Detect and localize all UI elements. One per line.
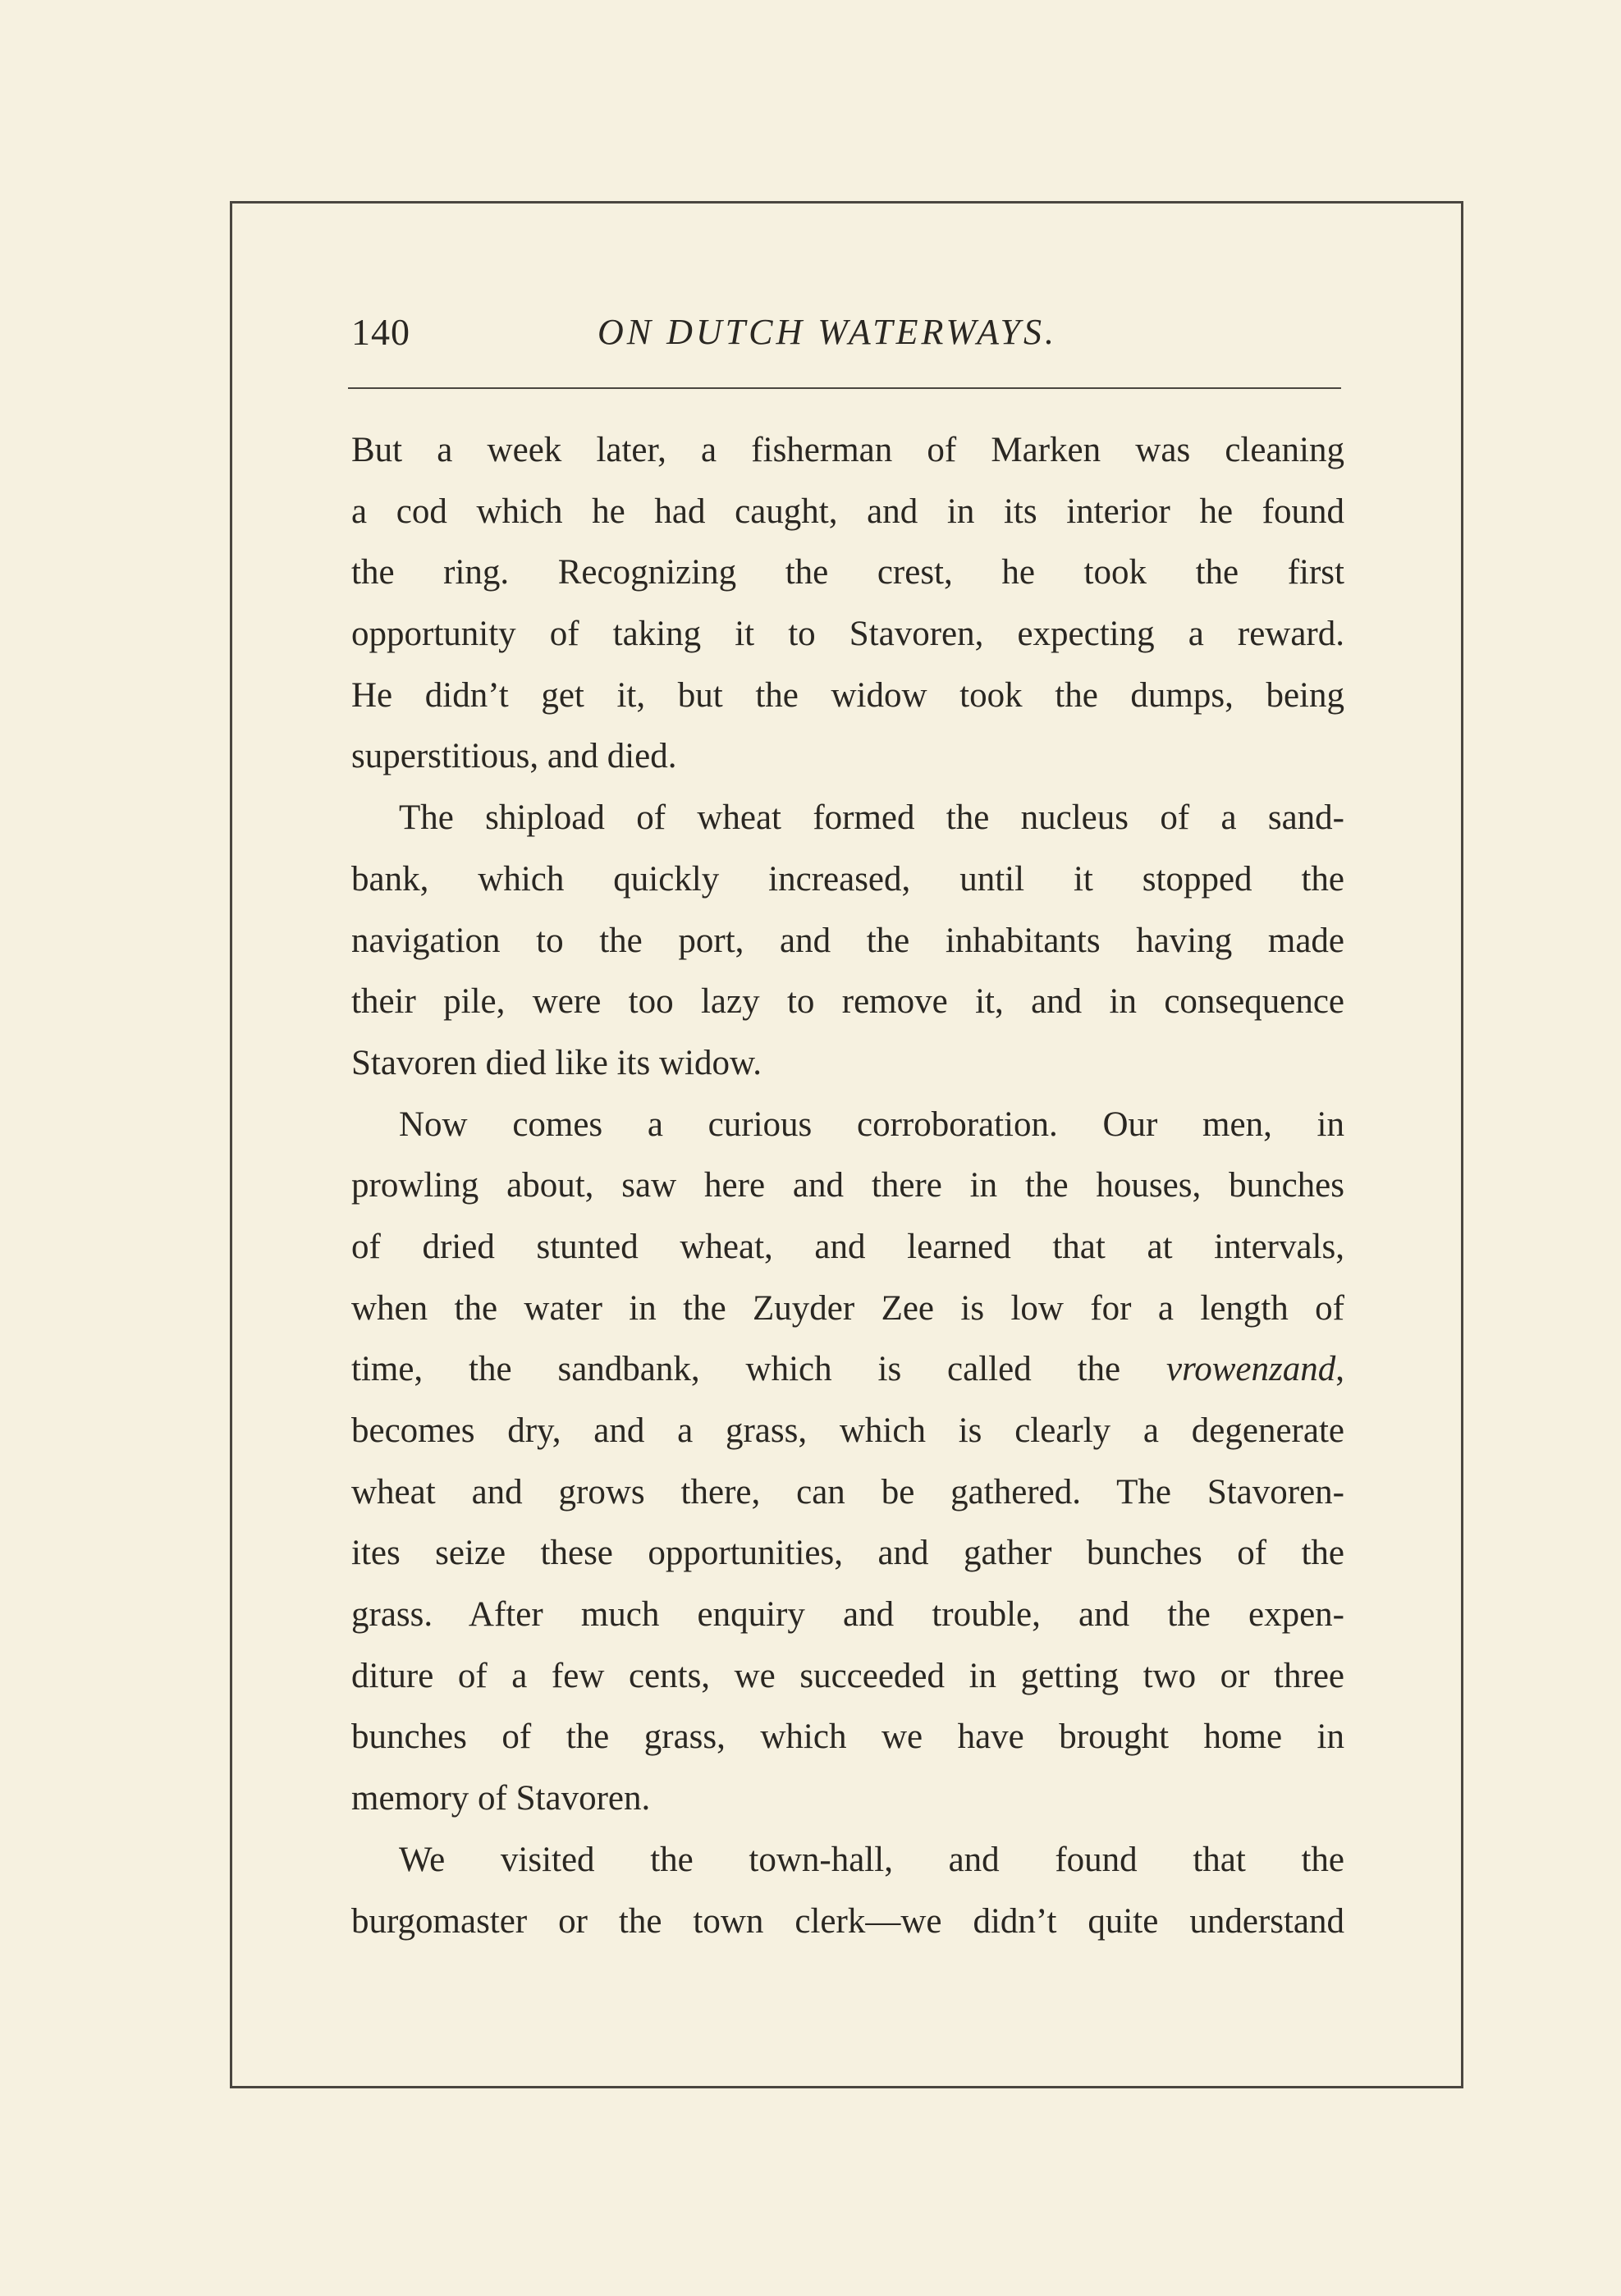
body-text <box>351 420 1344 1952</box>
text-line: of dried stunted wheat, and learned that at intervals, <box>351 1227 1344 1266</box>
text-line: bunches of the grass, which we have brought home in <box>351 1717 1344 1757</box>
text-line: ites seize these opportunities, and gather bunches of the <box>351 1534 1344 1573</box>
page-number: 140 <box>351 311 410 353</box>
text-line: becomes dry, and a grass, which is clearly a degenerate <box>351 1411 1344 1450</box>
text-line: burgomaster or the town clerk—we didn’t quite understand <box>351 1901 1344 1941</box>
text-line: the ring. Recognizing the crest, he took the first <box>351 553 1344 592</box>
text-line: memory of Stavoren. <box>351 1779 651 1818</box>
text-line: opportunity of taking it to Stavoren, expecting a reward. <box>351 615 1344 654</box>
text-line: Now comes a curious corroboration. Our men, in <box>399 1105 1344 1144</box>
text-line: Stavoren died like its widow. <box>351 1043 762 1082</box>
text-line: a cod which he had caught, and in its interior he found <box>351 492 1344 531</box>
text-line: grass. After much enquiry and trouble, and the expen- <box>351 1595 1344 1635</box>
text-line: navigation to the port, and the inhabitants having made <box>351 921 1344 960</box>
text-line: time, the sandbank, which is called the vrowenzand, <box>351 1350 1344 1389</box>
italic-term: vrowenzand <box>1166 1350 1336 1389</box>
text-line: wheat and grows there, can be gathered. The Stavoren- <box>351 1472 1344 1512</box>
text-line: We visited the town-hall, and found that the <box>399 1840 1344 1879</box>
text-line: superstitious, and died. <box>351 737 677 776</box>
text-line: The shipload of wheat formed the nucleus of a sand- <box>399 798 1344 838</box>
running-title: ON DUTCH WATERWAYS. <box>598 312 1058 352</box>
text-line: diture of a few cents, we succeeded in getting two or three <box>351 1656 1344 1695</box>
text-line: when the water in the Zuyder Zee is low for a length of <box>351 1288 1344 1328</box>
text-line: But a week later, a fisherman of Marken was cleaning <box>351 431 1344 469</box>
text-line: He didn’t get it, but the widow took the dumps, being <box>351 675 1344 715</box>
text-line: bank, which quickly increased, until it stopped the <box>351 859 1344 899</box>
header-rule <box>348 387 1341 389</box>
text-line: their pile, were too lazy to remove it, and in consequence <box>351 982 1344 1022</box>
page-header <box>351 300 1336 365</box>
text-line: prowling about, saw here and there in the houses, bunches <box>351 1166 1344 1205</box>
